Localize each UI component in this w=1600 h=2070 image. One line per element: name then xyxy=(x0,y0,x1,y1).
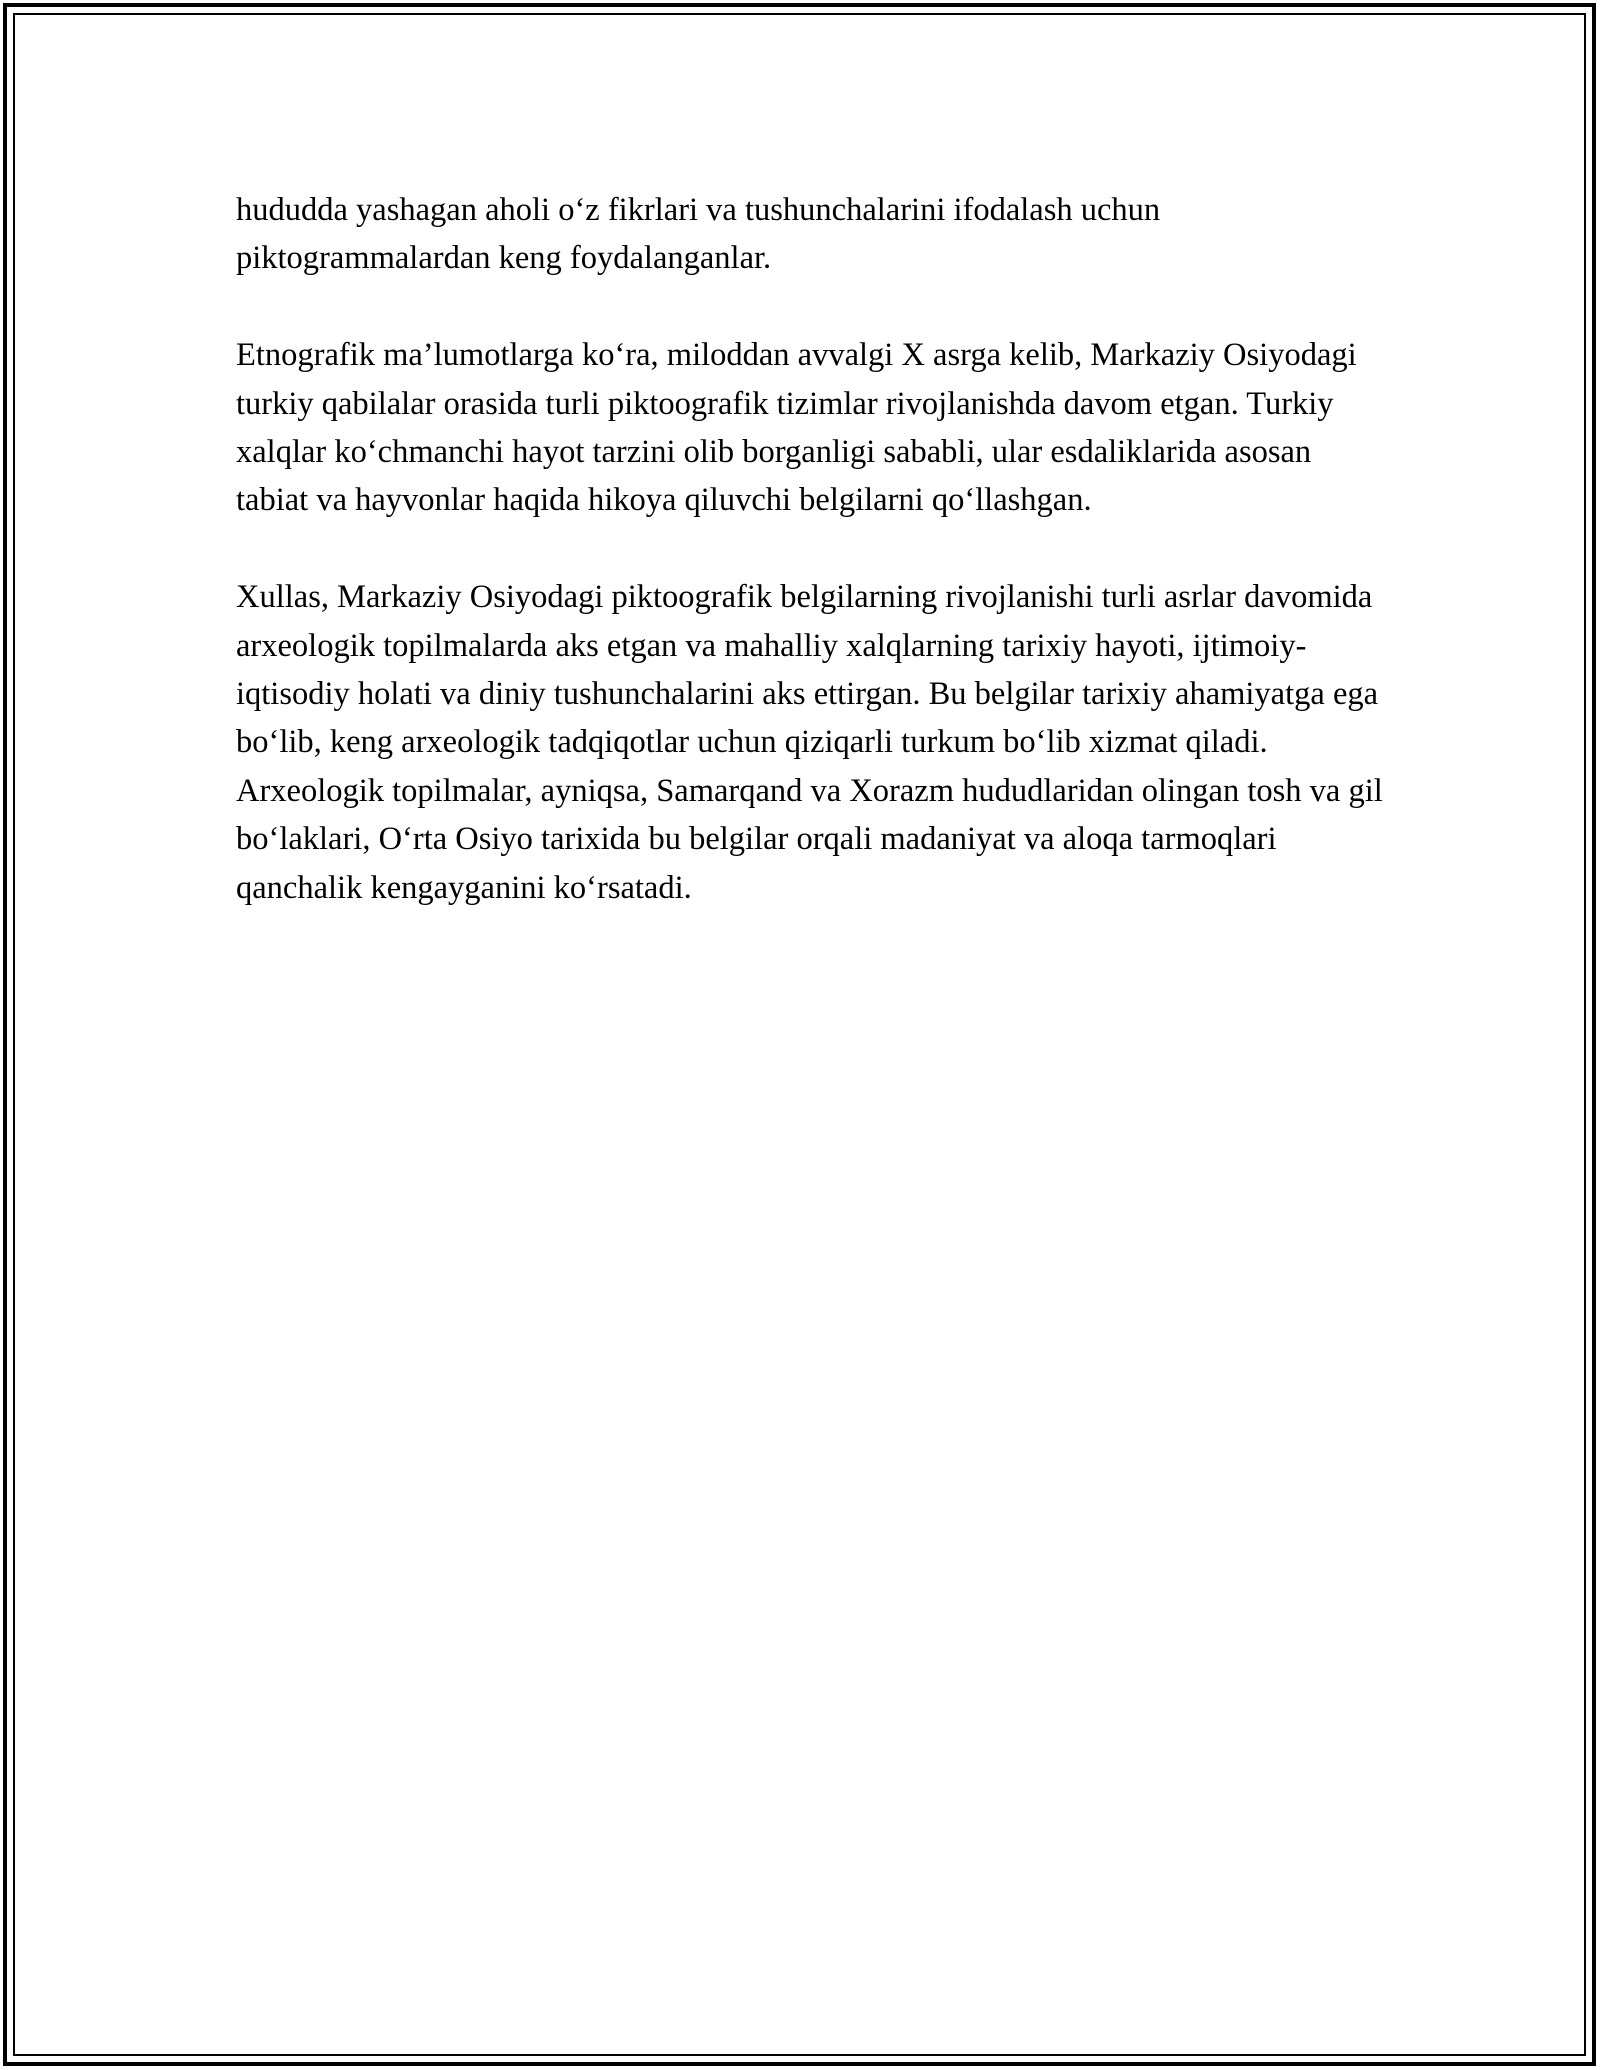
paragraph-2: Etnografik ma’lumotlarga ko‘ra, miloddan avvalgi X asrga kelib, Markaziy Osiyodagi turkiy qabilalar orasida turli piktoografik tizimlar rivojlanishda davom etgan. Turkiy xalqlar ko‘chmanchi hayot tarzini olib borganligi sababli, ular esdaliklarida asosan tabiat va hayvonlar haqida hikoya qiluvchi belgilarni qo‘llashgan. xyxy=(236,337,1357,519)
paragraph-3: Xullas, Markaziy Osiyodagi piktoografik belgilarning rivojlanishi turli asrlar davomida arxeologik topilmalarda aks etgan va mahalliy xalqlarning tarixiy hayoti, ijtimoiy-iqtisodiy holati va diniy tushunchalarini aks ettirgan. Bu belgilar tarixiy ahamiyatga ega bo‘lib, keng arxeologik tadqiqotlar uchun qiziqarli turkum bo‘lib xizmat qiladi. Arxeologik topilmalar, ayniqsa, Samarqand va Xorazm hududlaridan olingan tosh va gil bo‘laklari, O‘rta Osiyo tarixida bu belgilar orqali madaniyat va aloqa tarmoqlari qanchalik kengayganini ko‘rsatadi. xyxy=(236,579,1383,906)
paragraph-1: hududda yashagan aholi o‘z fikrlari va tushunchalarini ifodalash uchun piktogrammalardan keng foydalanganlar. xyxy=(236,192,1161,277)
document-body xyxy=(236,186,1386,960)
